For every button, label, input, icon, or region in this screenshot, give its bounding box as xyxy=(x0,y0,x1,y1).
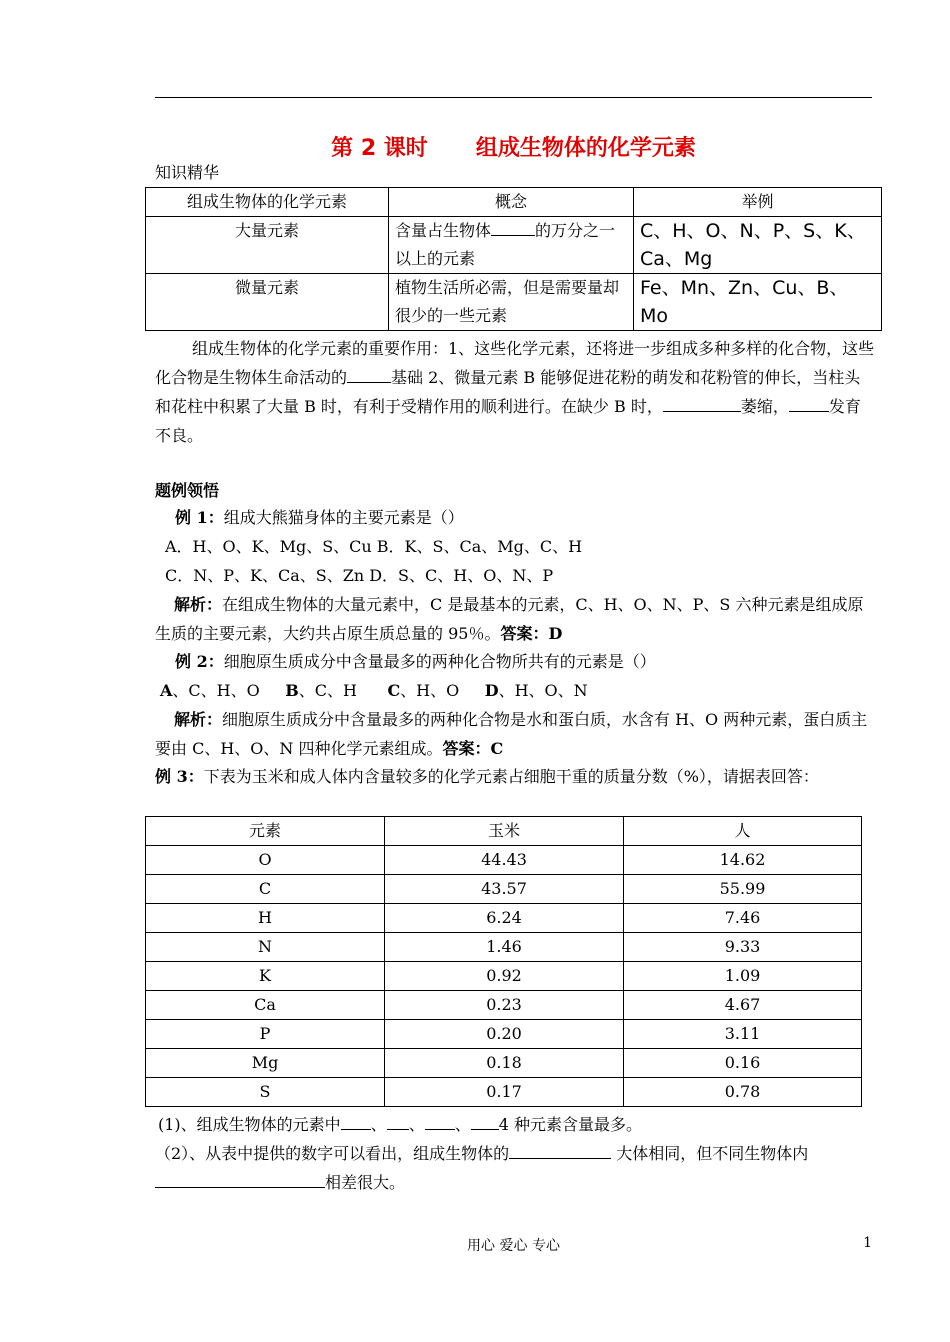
header-cell: 玉米 xyxy=(385,817,624,846)
cell: Ca xyxy=(146,991,385,1020)
example-1-analysis: 解析：在组成生物体的大量元素中，C 是最基本的元素，C、H、O、N、P、S 六种元素是组成原生质的主要元素，大约共占原生质总量的 95％。答案：D xyxy=(155,595,864,643)
cell: 0.78 xyxy=(624,1078,862,1107)
example-1-options-ab: A．H、O、K、Mg、S、Cu B．K、S、Ca、Mg、C、H xyxy=(165,537,583,556)
table-row xyxy=(146,962,862,991)
cell: 7.46 xyxy=(624,904,862,933)
header-cell: 组成生物体的化学元素 xyxy=(146,188,389,217)
table-row xyxy=(146,1078,862,1107)
header-cell: 概念 xyxy=(389,188,634,217)
cell: H xyxy=(146,904,385,933)
cell: 0.16 xyxy=(624,1049,862,1078)
lesson-title: 组成生物体的化学元素 xyxy=(475,136,696,161)
example-cell: Fe、Mn、Zn、Cu、B、Mo xyxy=(634,274,882,331)
header-cell: 举例 xyxy=(634,188,882,217)
table-row xyxy=(146,1049,862,1078)
example-1-options-cd: C．N、P、K、Ca、S、Zn D．S、C、H、O、N、P xyxy=(165,566,554,585)
table-row xyxy=(146,904,862,933)
table-row xyxy=(146,846,862,875)
cell: 0.92 xyxy=(385,962,624,991)
blank xyxy=(789,395,829,412)
table-row xyxy=(146,1020,862,1049)
blank xyxy=(509,1142,611,1159)
cell: Mg xyxy=(146,1049,385,1078)
answer: 答案：C xyxy=(442,739,504,758)
example-1-question: 例 1：组成大熊猫身体的主要元素是（） xyxy=(175,508,464,527)
section-heading-examples: 题例领悟 xyxy=(155,481,220,500)
header-cell: 元素 xyxy=(146,817,385,846)
page-number: 1 xyxy=(863,1235,872,1251)
footer-motto: 用心 爱心 专心 xyxy=(467,1238,560,1254)
example-2-options: A、C、H、O B、C、H C、H、O D、H、O、N xyxy=(160,681,588,700)
cell: 9.33 xyxy=(624,933,862,962)
example-2-analysis: 解析：细胞原生质成分中含量最多的两种化合物是水和蛋白质，水含有 H、O 两种元素，蛋白质主要由 C、H、O、N 四种化学元素组成。答案：C xyxy=(155,710,868,758)
cell: 0.20 xyxy=(385,1020,624,1049)
blank xyxy=(471,1113,499,1130)
cell: S xyxy=(146,1078,385,1107)
cell: 0.17 xyxy=(385,1078,624,1107)
cell: 14.62 xyxy=(624,846,862,875)
table-row xyxy=(146,274,882,331)
cell: 3.11 xyxy=(624,1020,862,1049)
blank xyxy=(347,366,391,383)
table-row xyxy=(146,991,862,1020)
cell: 43.57 xyxy=(385,875,624,904)
cell: 1.46 xyxy=(385,933,624,962)
importance-paragraph: 组成生物体的化学元素的重要作用：1、这些化学元素，还将进一步组成多种多样的化合物，这些化合物是生物体生命活动的 基础 2、微量元素 B 能够促进花粉的萌发和花粉管的伸长，当柱头和花柱中积累了大量 B 时，有利于受精作用的顺利进行。在缺少 B 时， 萎缩， 发育不良。 xyxy=(155,339,875,445)
blank xyxy=(387,1113,409,1130)
blank xyxy=(155,1171,325,1188)
table-row xyxy=(146,933,862,962)
cell: C xyxy=(146,875,385,904)
concept-cell: 含量占生物体 的万分之一以上的元素 xyxy=(389,217,634,274)
example-2-question: 例 2：细胞原生质成分中含量最多的两种化合物所共有的元素是（） xyxy=(175,652,656,671)
cell: O xyxy=(146,846,385,875)
table-header-row xyxy=(146,188,882,217)
lesson-number: 第 2 课时 xyxy=(331,136,428,161)
element-type: 微量元素 xyxy=(146,274,389,331)
cell: 0.23 xyxy=(385,991,624,1020)
answer: 答案：D xyxy=(500,624,563,643)
cell: 6.24 xyxy=(385,904,624,933)
cell: 4.67 xyxy=(624,991,862,1020)
question-2: （2）、从表中提供的数字可以看出，组成生物体的 大体相同，但不同生物体内相差很大。 xyxy=(155,1144,809,1192)
example-3-question: 例 3：下表为玉米和成人体内含量较多的化学元素占细胞干重的质量分数（%），请据表回答： xyxy=(155,767,819,786)
cell: 1.09 xyxy=(624,962,862,991)
cell: 44.43 xyxy=(385,846,624,875)
example-cell: C、H、O、N、P、S、K、Ca、Mg xyxy=(634,217,882,274)
blank xyxy=(425,1113,455,1130)
blank xyxy=(341,1113,371,1130)
header-cell: 人 xyxy=(624,817,862,846)
table-row xyxy=(146,217,882,274)
elements-table xyxy=(145,187,882,331)
cell: K xyxy=(146,962,385,991)
blank xyxy=(663,395,741,412)
section-heading-knowledge: 知识精华 xyxy=(155,163,220,182)
cell: 0.18 xyxy=(385,1049,624,1078)
cell: P xyxy=(146,1020,385,1049)
table-row xyxy=(146,875,862,904)
element-content-table xyxy=(145,816,862,1107)
header-rule xyxy=(155,97,872,98)
blank xyxy=(491,219,535,236)
question-1: (1)、组成生物体的元素中 、 、 、 4 种元素含量最多。 xyxy=(158,1115,642,1134)
element-type: 大量元素 xyxy=(146,217,389,274)
cell: 55.99 xyxy=(624,875,862,904)
cell: N xyxy=(146,933,385,962)
table-header-row xyxy=(146,817,862,846)
concept-cell: 植物生活所必需，但是需要量却很少的一些元素 xyxy=(389,274,634,331)
